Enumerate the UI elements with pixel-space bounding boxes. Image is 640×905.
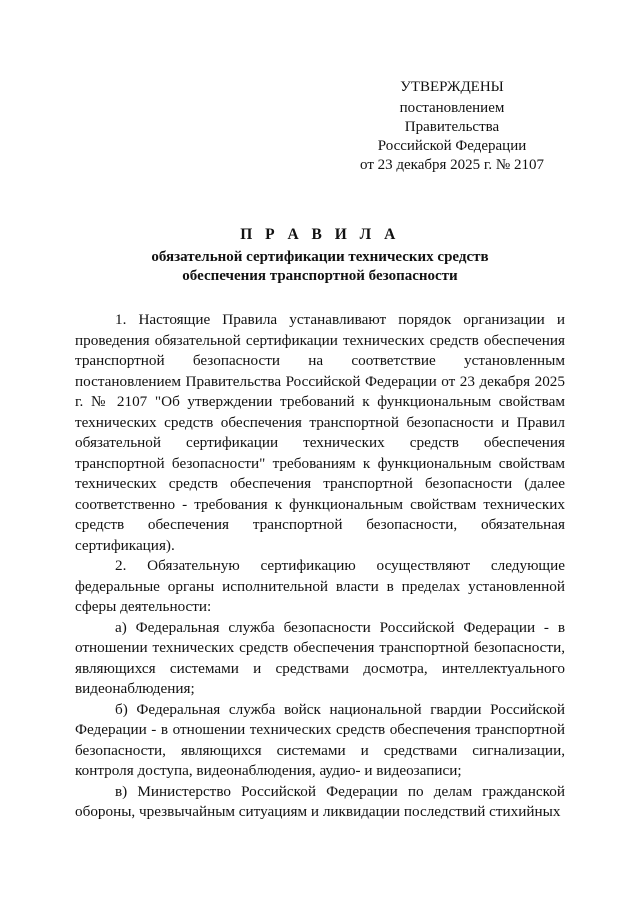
paragraph-2b: б) Федеральная служба войск национальной гвардии Российской Федерации - в отношении технических средств обеспечения транспортной безопасности, являющихся системами и средствами сигнализации, контроля доступа, видеонаблюдения, аудио- и видеозаписи; [75, 700, 565, 779]
subtitle-line-2: обеспечения транспортной безопасности [182, 268, 458, 284]
approval-line-1: постановлением Правительства [399, 100, 505, 135]
paragraph-1: 1. Настоящие Правила устанавливают порядок организации и проведения обязательной сертификации технических средств обеспечения транспортной безопасности на соответствие установленным постановлением Правительства Российской Федерации от 23 декабря 2025 г. № 2107 "Об утверждении требований к функциональным свойствам технических средств обеспечения транспортной безопасности и Правил обязательной сертификации технических средств обеспечения транспортной безопасности" требованиям к функциональным свойствам технических средств обеспечения транспортной безопасности (далее соответственно - требования к функциональным свойствам технических средств обеспечения транспортной безопасности, обязательная сертификация). [75, 311, 565, 554]
approval-line-2: Российской Федерации [377, 138, 527, 154]
paragraph-2a: а) Федеральная служба безопасности Российской Федерации - в отношении технических средств обеспечения транспортной безопасности, являющихся системами и средствами досмотра, интеллектуального видеонаблюдения; [75, 618, 565, 697]
paragraph-2: 2. Обязательную сертификацию осуществляют следующие федеральные органы исполнительной власти в пределах установленной сферы деятельности: [75, 557, 565, 615]
subtitle-line-1: обязательной сертификации технических средств [151, 249, 489, 265]
paragraph-2c: в) Министерство Российской Федерации по делам гражданской обороны, чрезвычайным ситуациям и ликвидации последствий стихийных [75, 782, 565, 820]
approval-line-3: от 23 декабря 2025 г. № 2107 [360, 157, 544, 173]
approval-heading: УТВЕРЖДЕНЫ [400, 79, 504, 95]
document-subtitle [0, 248, 640, 286]
approval-block [352, 78, 552, 175]
document-body [75, 310, 565, 823]
document-title: П Р А В И Л А [240, 226, 400, 243]
